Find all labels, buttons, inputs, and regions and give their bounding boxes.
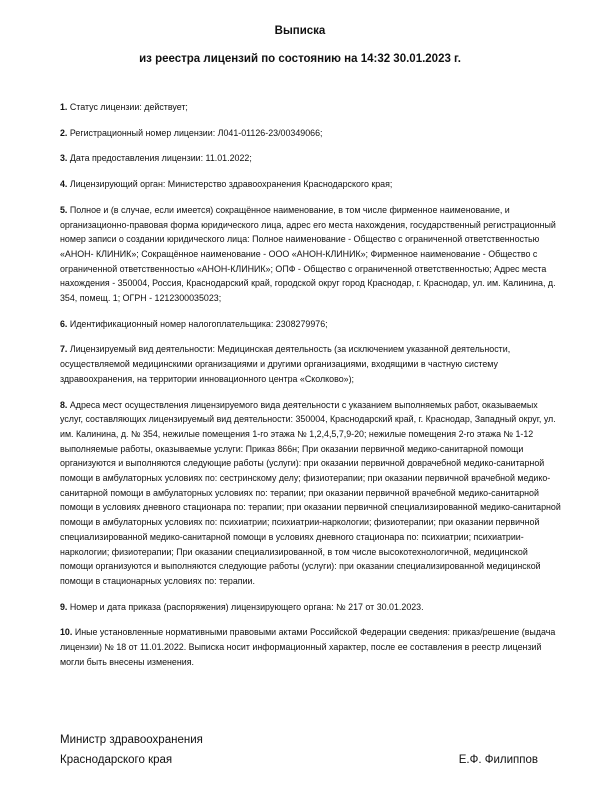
item-order bbox=[60, 600, 562, 615]
item-number: 2. bbox=[60, 127, 68, 138]
item-text: Адреса мест осуществления лицензируемого вида деятельности с указанием выполняемых работ, оказываемых услуг, составляющих лицензируемый вид деятельности: 350004, Краснодарский край, г. Краснодар, Западный округ, ул. им. Калинина, д. № 354, нежилые помещения 1-го этажа № 1,2,4,5,7,9-20; нежилые помещения 2-го этажа № 1-12 выполняемые работы, оказываемые услуги: Приказ 866н; При оказании первичной медико-санитарной помощи организуются и выполняются следующие работы (услуги): при оказании первичной доврачебной медико-санитарной помощи в амбулаторных условиях по: сестринскому делу; физиотерапии; при оказании первичной врачебной медико-санитарной помощи в амбулаторных условиях по: терапии; при оказании первичной врачебной медико-санитарной помощи в условиях дневного стационара по: терапии; при оказании первичной специализированной медико-санитарной помощи в амбулаторных условиях по: психиатрии; психиатрии-наркологии; физиотерапии; при оказании первичной специализированной медико-санитарной помощи в условиях дневного стационара по: психиатрии; психиатрии-наркологии; физиотерапии; При оказании специализированной, в том числе высокотехнологичной, медицинской помощи организуются и выполняются следующие работы (услуги): при оказании специализированной медицинской помощи в стационарных условиях по: терапии. bbox=[60, 399, 561, 586]
item-number: 8. bbox=[60, 399, 68, 410]
item-text: Дата предоставления лицензии: 11.01.2022; bbox=[69, 153, 252, 164]
item-text: Регистрационный номер лицензии: Л041-01126-23/00349066; bbox=[69, 127, 323, 138]
item-number: 9. bbox=[60, 601, 68, 612]
document-subtitle: из реестра лицензий по состоянию на 14:32 30.01.2023 г. bbox=[139, 53, 461, 65]
item-text: Статус лицензии: действует; bbox=[69, 102, 188, 112]
item-text: Лицензируемый вид деятельности: Медицинская деятельность (за исключением указанной деятельности, осуществляемой медицинскими организациями и другими организациями, входящими в частную систему здравоохранения, на территории инновационного центра «Сколково»); bbox=[60, 344, 511, 384]
item-number: 5. bbox=[60, 204, 68, 215]
signatory-name: Е.Ф. Филиппов bbox=[458, 754, 538, 766]
signatory-position-line1: Министр здравоохранения bbox=[60, 734, 203, 746]
item-registration-number bbox=[60, 126, 562, 141]
item-text: Лицензирующий орган: Министерство здравоохранения Краснодарского края; bbox=[69, 179, 393, 190]
item-number: 7. bbox=[60, 344, 68, 355]
document-title: Выписка bbox=[274, 25, 326, 37]
item-activity-addresses bbox=[60, 398, 562, 589]
license-details-list bbox=[60, 100, 562, 681]
item-issue-date bbox=[60, 151, 562, 166]
item-licensing-authority bbox=[60, 177, 562, 192]
item-text: Иные установленные нормативными правовыми актами Российской Федерации сведения: приказ/решение (выдача лицензии) № 18 от 11.01.2022. Выписка носит информационный характер, после ее составления в реестр лицензий могли быть внесены изменения. bbox=[60, 627, 556, 667]
item-number: 4. bbox=[60, 179, 68, 190]
item-text: Номер и дата приказа (распоряжения) лицензирующего органа: № 217 от 30.01.2023. bbox=[69, 601, 424, 612]
item-number: 1. bbox=[60, 102, 68, 112]
signatory-position-line2: Краснодарского края bbox=[60, 754, 173, 766]
item-number: 10. bbox=[60, 627, 73, 638]
item-inn bbox=[60, 317, 562, 332]
item-number: 3. bbox=[60, 153, 68, 164]
item-other-info bbox=[60, 625, 562, 669]
item-status bbox=[60, 100, 562, 115]
item-activity-type bbox=[60, 342, 562, 386]
item-text: Полное и (в случае, если имеется) сокращённое наименование, в том числе фирменное наименование, и организационно-правовая форма юридического лица, адрес его места нахождения, государственный регистрационный номер записи о создании юридического лица: Полное наименование - Общество с ограниченной ответственностью «АНОН- КЛИНИК»; Сокращённое наименование - ООО «АНОН-КЛИНИК»; Фирменное наименование - Общество с ограниченной ответственностью «АНОН-КЛИНИК»; ОПФ - Общество с ограниченной ответственностью; Адрес места нахождения - 350004, Россия, Краснодарский край, городской округ город Краснодар, г. Краснодар, ул. им. Калинина, д. 354, помещ. 1; ОГРН - 1212300035023; bbox=[60, 204, 556, 304]
item-text: Идентификационный номер налогоплательщика: 2308279976; bbox=[69, 318, 328, 329]
item-number: 6. bbox=[60, 318, 68, 329]
item-legal-entity bbox=[60, 203, 562, 306]
signatory-position bbox=[60, 730, 203, 770]
